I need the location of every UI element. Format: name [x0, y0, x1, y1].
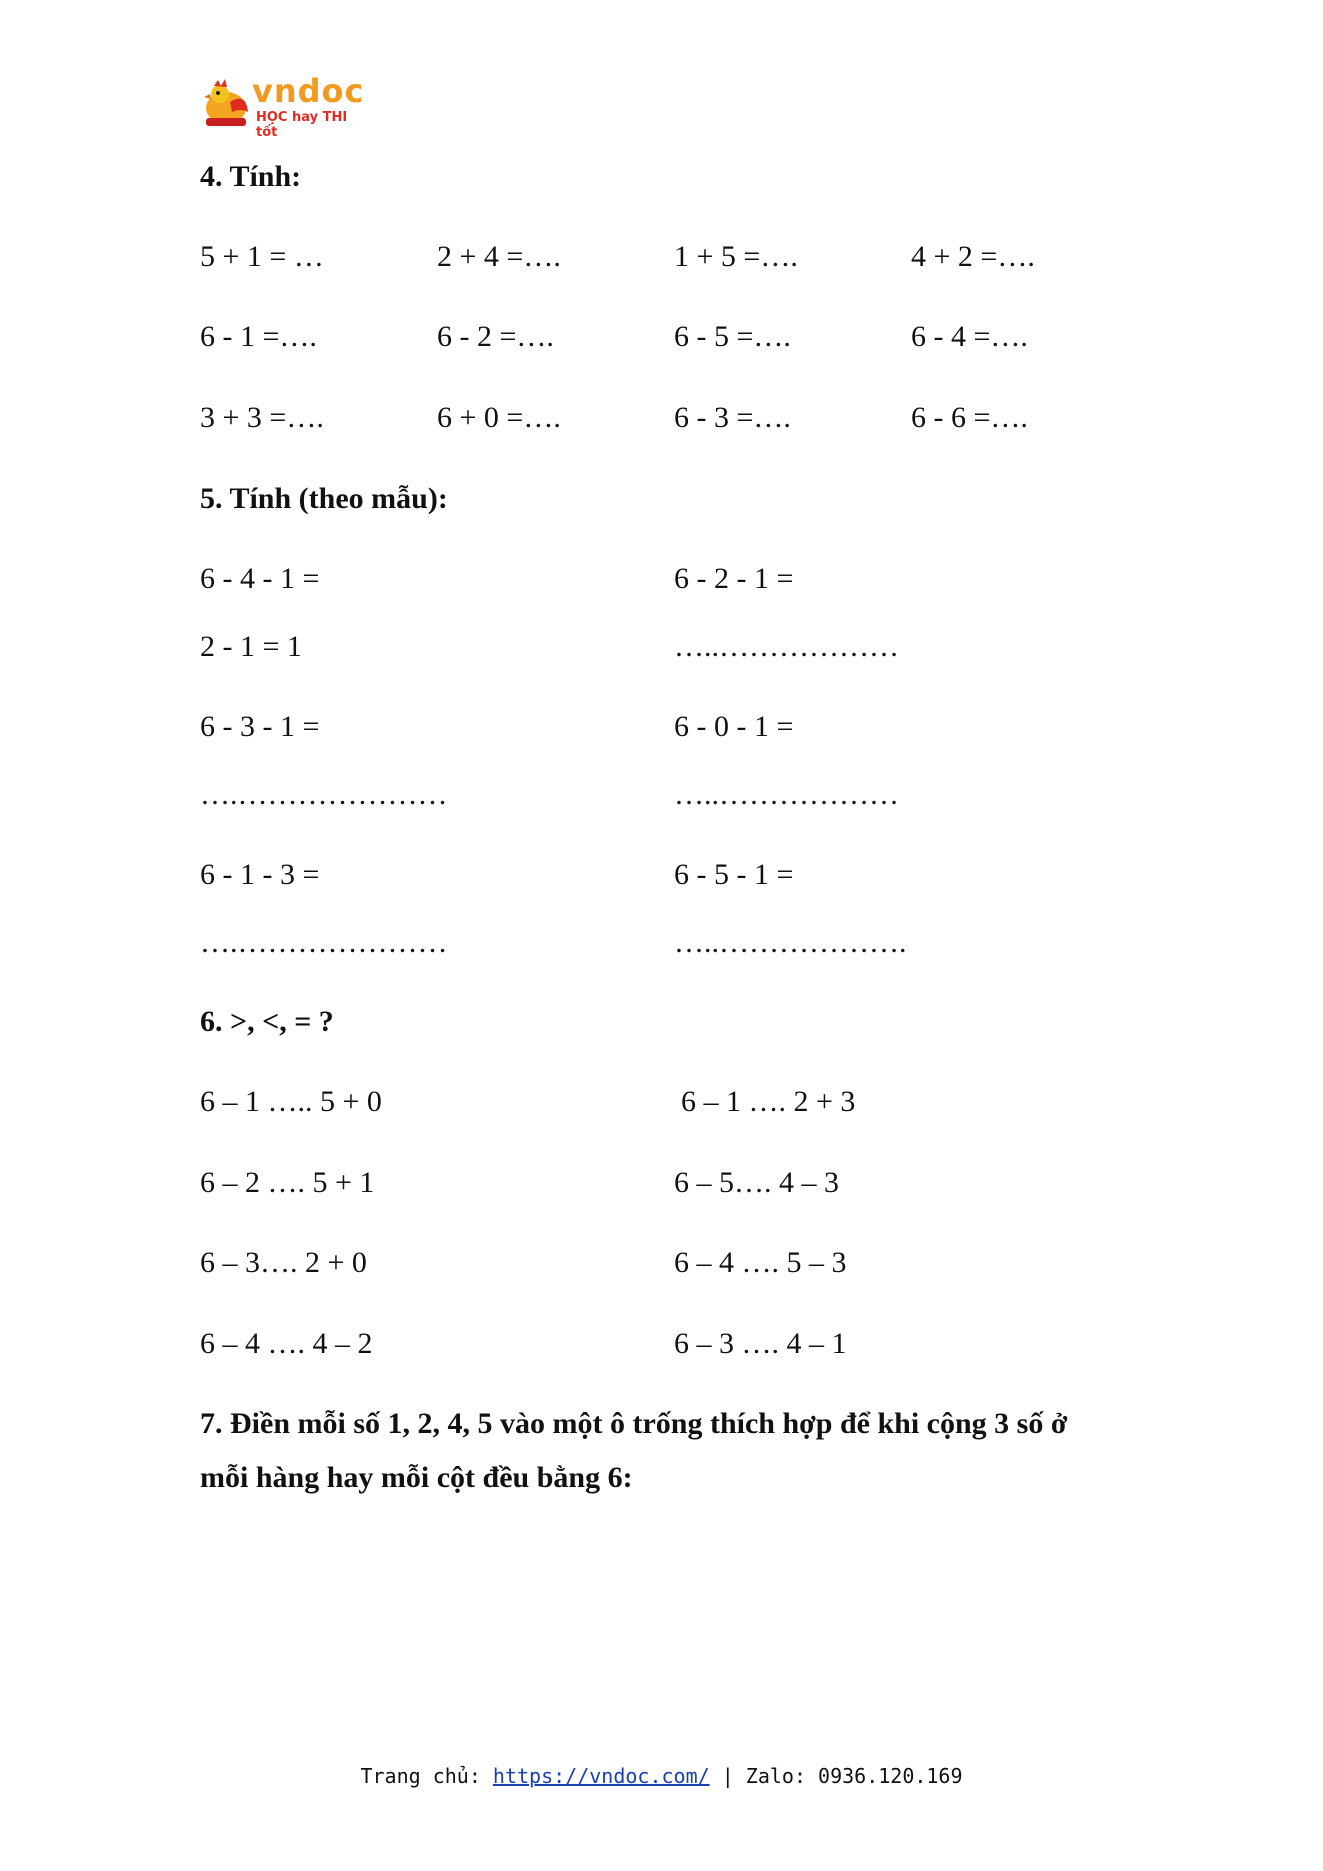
q4-cell: 4 + 2 =…. [911, 240, 1035, 273]
q6-left-item: 6 – 2 …. 5 + 1 [200, 1166, 375, 1199]
q6-left-item: 6 – 4 …. 4 – 2 [200, 1327, 373, 1360]
q5-right-blank: …..……………… [674, 778, 899, 811]
q5-left-line: 6 - 3 - 1 = [200, 710, 320, 743]
q6-left-item: 6 – 1 ….. 5 + 0 [200, 1085, 382, 1118]
q6-title: 6. >, <, = ? [200, 1005, 334, 1038]
q6-left-item: 6 – 3…. 2 + 0 [200, 1246, 367, 1279]
q4-cell: 6 + 0 =…. [437, 401, 561, 434]
q6-right-item: 6 – 3 …. 4 – 1 [674, 1327, 847, 1360]
q7-instruction-line1: 7. Điền mỗi số 1, 2, 4, 5 vào một ô trống thích hợp để khi cộng 3 số ở [200, 1407, 1068, 1440]
footer-homepage-link[interactable]: https://vndoc.com/ [492, 1764, 710, 1788]
q5-left-line: 6 - 4 - 1 = [200, 562, 320, 595]
q4-cell: 2 + 4 =…. [437, 240, 561, 273]
footer-prefix: Trang chủ: [360, 1764, 493, 1788]
q5-right-line: 6 - 0 - 1 = [674, 710, 794, 743]
q4-cell: 6 - 6 =…. [911, 401, 1028, 434]
q6-right-item: 6 – 4 …. 5 – 3 [674, 1246, 847, 1279]
vndoc-logo[interactable] [200, 72, 370, 140]
q4-cell: 6 - 2 =…. [437, 320, 554, 353]
rooster-icon [200, 78, 252, 130]
q5-right-blank: …..………………. [674, 926, 907, 959]
q4-cell: 5 + 1 = … [200, 240, 324, 273]
q7-instruction-line2: mỗi hàng hay mỗi cột đều bằng 6: [200, 1461, 633, 1494]
logo-tagline: HỌC hay THI tốt [256, 110, 348, 140]
q5-right-blank: …..……………… [674, 630, 899, 663]
q5-left-line: 6 - 1 - 3 = [200, 858, 320, 891]
q6-right-item: 6 – 5…. 4 – 3 [674, 1166, 839, 1199]
q4-cell: 6 - 3 =…. [674, 401, 791, 434]
q5-left-line: 2 - 1 = 1 [200, 630, 302, 663]
page-footer [0, 1764, 1323, 1788]
q6-right-item: 6 – 1 …. 2 + 3 [681, 1085, 856, 1118]
logo-word: vndoc [252, 72, 365, 110]
q4-title: 4. Tính: [200, 160, 302, 193]
q5-left-blank: ….………………… [200, 926, 448, 959]
q4-cell: 6 - 4 =…. [911, 320, 1028, 353]
q4-cell: 1 + 5 =…. [674, 240, 798, 273]
q4-cell: 6 - 1 =…. [200, 320, 317, 353]
q5-right-line: 6 - 5 - 1 = [674, 858, 794, 891]
q5-title: 5. Tính (theo mẫu): [200, 482, 448, 515]
q5-left-blank: ….………………… [200, 778, 448, 811]
q5-right-line: 6 - 2 - 1 = [674, 562, 794, 595]
q4-cell: 3 + 3 =…. [200, 401, 324, 434]
q4-cell: 6 - 5 =…. [674, 320, 791, 353]
footer-contact: | Zalo: 0936.120.169 [709, 1764, 963, 1788]
